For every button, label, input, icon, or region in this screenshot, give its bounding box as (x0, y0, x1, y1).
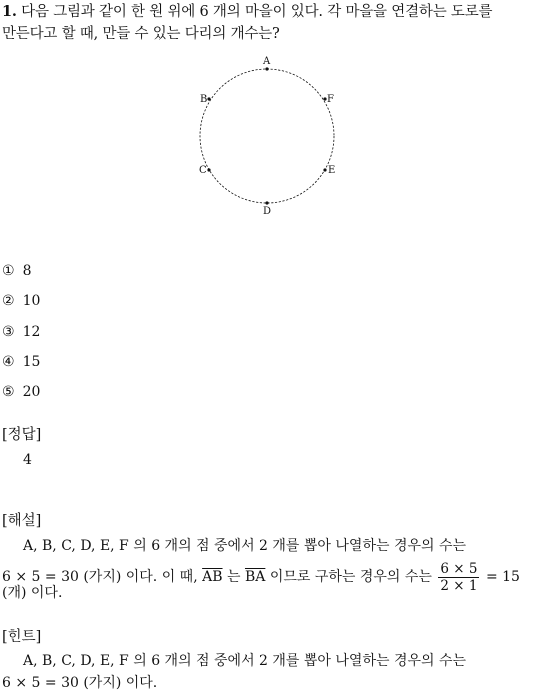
question-line-1 (2, 2, 492, 22)
question-text-2: 만든다고 할 때, 만들 수 있는 다리의 개수는? (2, 26, 280, 42)
explanation-line-2 (2, 559, 520, 595)
explanation-text-2b: 는 (226, 569, 241, 585)
circle-figure (190, 52, 350, 222)
explanation-text-2d: = 15 (485, 569, 520, 585)
point-d (265, 201, 268, 204)
question-line-2 (2, 24, 280, 44)
hint-heading: [힌트] (2, 629, 42, 645)
answer-heading: [정답] (2, 427, 42, 443)
option-mark: ② (2, 293, 15, 309)
option-2[interactable] (2, 292, 40, 310)
option-1[interactable] (2, 262, 31, 280)
option-mark: ① (2, 263, 15, 279)
label-d: D (263, 206, 272, 217)
segment-ba: $\overline{BA}$ (244, 569, 266, 585)
option-3[interactable] (2, 323, 40, 341)
option-value: 20 (22, 384, 41, 400)
explanation-heading: [해설] (2, 513, 42, 529)
label-a: A (263, 56, 271, 67)
fraction-denominator: 2 × 1 (440, 577, 478, 594)
explanation-line-1: A, B, C, D, E, F 의 6 개의 점 중에서 2 개를 뽑아 나열하는 경우의 수는 (23, 538, 467, 554)
fraction-numerator: 6 × 5 (440, 560, 478, 577)
label-b: B (200, 94, 208, 105)
point-c (207, 168, 210, 171)
option-value: 10 (22, 293, 41, 309)
question-number: 1. (2, 3, 17, 20)
option-value: 8 (22, 263, 32, 279)
option-value: 15 (22, 354, 41, 370)
point-a (265, 67, 268, 70)
hint-line-1: A, B, C, D, E, F 의 6 개의 점 중에서 2 개를 뽑아 나열하는 경우의 수는 (23, 653, 467, 669)
point-e (323, 168, 326, 171)
explanation-text-2c: 이므로 구하는 경우의 수는 (269, 569, 432, 585)
label-c: C (199, 165, 207, 176)
option-mark: ⑤ (2, 384, 15, 400)
segment-ab: $\overline{AB}$ (202, 569, 223, 585)
question-text-1: 다음 그림과 같이 한 원 위에 6 개의 마을이 있다. 각 마을을 연결하는 도로를 (21, 4, 493, 20)
option-4[interactable] (2, 353, 40, 371)
fraction (438, 561, 479, 594)
hint-line-2: 6 × 5 = 30 (가지) 이다. (2, 675, 158, 691)
point-b (207, 97, 210, 100)
option-mark: ④ (2, 354, 15, 370)
label-e: E (328, 165, 336, 176)
option-5[interactable] (2, 383, 40, 401)
option-value: 12 (22, 324, 41, 340)
explanation-text-2a: 6 × 5 = 30 (가지) 이다. 이 때, (2, 569, 198, 585)
answer-value: 4 (23, 452, 32, 468)
explanation-line-3: (개) 이다. (2, 585, 63, 601)
circle-outline (200, 69, 334, 203)
label-f: F (327, 94, 334, 105)
option-mark: ③ (2, 324, 15, 340)
